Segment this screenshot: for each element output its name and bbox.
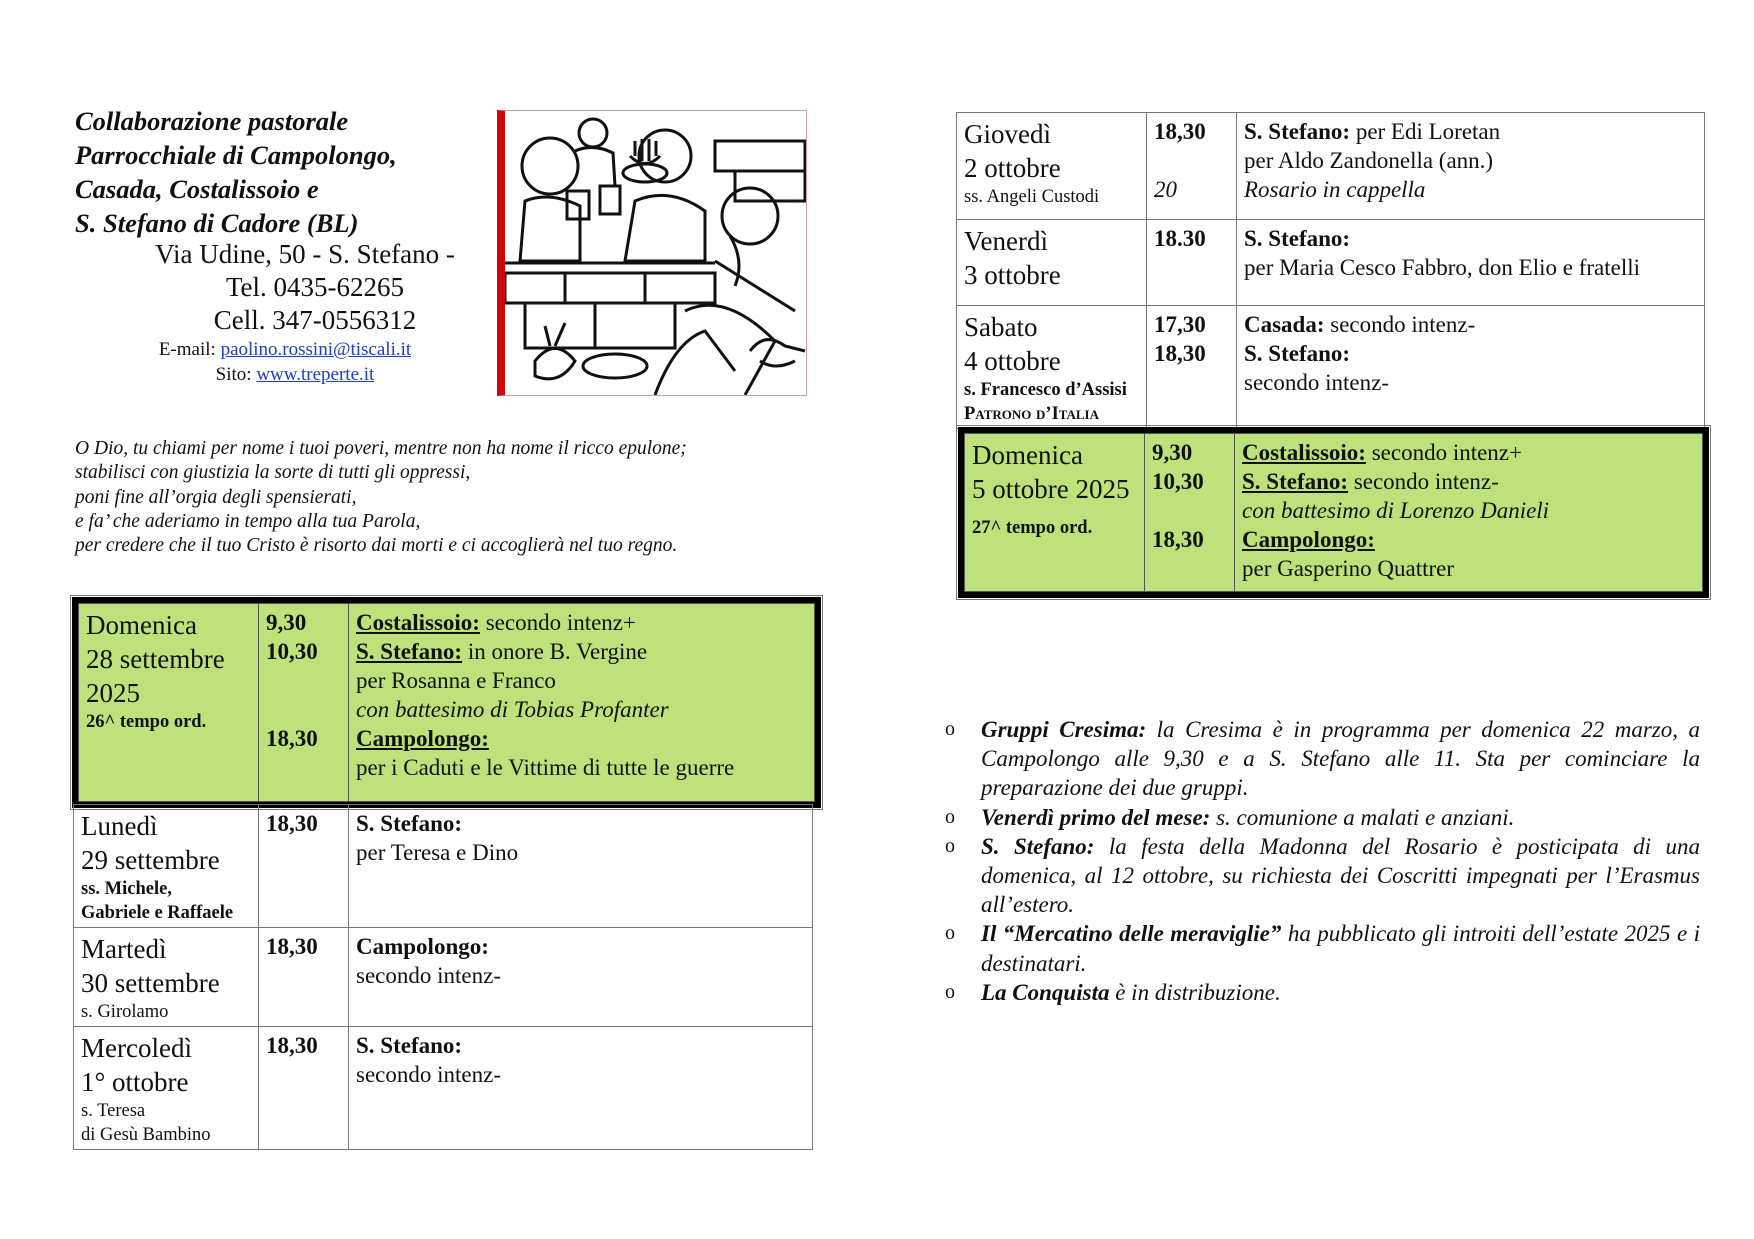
weekday-schedule-table	[73, 804, 813, 1150]
site-line	[90, 362, 480, 387]
day-name: Domenica	[86, 610, 197, 640]
intention-cell	[1237, 306, 1705, 429]
table-row	[957, 220, 1705, 306]
intention-line: per Aldo Zandonella (ann.)	[1244, 148, 1494, 173]
intention-cell	[1237, 220, 1705, 306]
intention-text: secondo intenz+	[1365, 440, 1522, 465]
feast: s. Teresa	[81, 1101, 146, 1121]
location-label: S. Stefano:	[1244, 341, 1351, 366]
sunday-28-sept-box	[72, 597, 821, 808]
intention-cell	[1237, 113, 1705, 220]
time-cell	[1145, 434, 1235, 592]
time-cell	[259, 604, 349, 802]
time-cell	[1147, 113, 1237, 220]
illustration-rich-man-and-lazarus-icon	[497, 110, 807, 396]
intention-text: per Edi Loretan	[1350, 119, 1501, 144]
list-item	[945, 919, 1700, 977]
announcement-text: la Cresima è in programma per domenica 22 marzo, a Campolongo alle 9,30 e a S. Stefano alle 11. Sta per cominciare la preparazione dei due gruppi.	[981, 717, 1700, 801]
day-name: Martedì	[81, 934, 167, 964]
table-row	[965, 434, 1703, 592]
time-cell	[259, 805, 349, 928]
sunday-schedule-table	[964, 433, 1703, 592]
mass-time: 18.30	[1154, 226, 1206, 251]
date: 29 settembre	[81, 845, 220, 875]
location-label: Campolongo:	[356, 726, 489, 751]
collect-prayer	[75, 437, 835, 558]
intention-line: per Maria Cesco Fabbro, don Elio e fratelli	[1244, 255, 1640, 280]
intention-line: per Gasperino Quattrer	[1242, 556, 1455, 581]
liturgical-week: 26^ tempo ord.	[86, 712, 207, 732]
time-cell	[259, 1027, 349, 1150]
mass-time: 18,30	[266, 1033, 318, 1058]
title-line: Casada, Costalissoio e	[75, 174, 319, 204]
bullet-icon: o	[945, 805, 955, 828]
date-cell	[965, 434, 1145, 592]
date-cell	[74, 1027, 259, 1150]
announcement-text: s. comunione a malati e anziani.	[1210, 804, 1515, 830]
intention-cell	[349, 928, 813, 1027]
date-cell	[74, 805, 259, 928]
rosary-line: Rosario in cappella	[1244, 177, 1426, 202]
mass-time: 9,30	[266, 610, 307, 635]
intention-cell	[349, 1027, 813, 1150]
prayer-line: per credere che il tuo Cristo è risorto dai morti e ci accoglierà nel tuo regno.	[75, 535, 678, 557]
intention-text: secondo intenz-	[1348, 469, 1499, 494]
sunday-5-oct-box	[958, 427, 1709, 598]
location-label: Costalissoio:	[356, 610, 480, 635]
table-row	[74, 805, 813, 928]
intention-line	[1244, 117, 1696, 146]
announcement-text: ha pubblicato gli introiti dell’estate 2025 e i destinatari.	[981, 921, 1700, 976]
list-item	[945, 978, 1700, 1007]
intention-text: secondo intenz-	[1324, 312, 1476, 337]
weekday-schedule-table-right	[956, 112, 1705, 429]
intention-line	[1242, 438, 1694, 467]
date: 4 ottobre	[964, 346, 1061, 376]
location-label: Costalissoio:	[1242, 440, 1366, 465]
mass-time: 18,30	[266, 811, 318, 836]
day-name: Venerdì	[964, 226, 1048, 256]
bullet-icon: o	[945, 980, 955, 1003]
announcement-text: è in distribuzione.	[1109, 979, 1281, 1005]
day-name: Mercoledì	[81, 1033, 192, 1063]
location-label: S. Stefano:	[1244, 119, 1351, 144]
feast: Gabriele e Raffaele	[81, 903, 234, 923]
parish-title	[75, 104, 495, 240]
location-label: S. Stefano:	[356, 639, 463, 664]
time-cell	[259, 928, 349, 1027]
date: 30 settembre	[81, 968, 220, 998]
site-link[interactable]: www.treperte.it	[256, 364, 375, 385]
title-line: S. Stefano di Cadore (BL)	[75, 208, 359, 238]
location-label: S. Stefano:	[1242, 469, 1349, 494]
mass-time: 18,30	[1154, 341, 1206, 366]
feast: Patrono d’Italia	[964, 404, 1099, 424]
mass-time: 17,30	[1154, 312, 1206, 337]
feast: s. Francesco d’Assisi	[964, 380, 1127, 400]
email-link[interactable]: paolino.rossini@tiscali.it	[220, 339, 412, 360]
announcement-title: La Conquista	[981, 979, 1110, 1005]
list-item	[945, 832, 1700, 920]
day-name: Lunedì	[81, 811, 158, 841]
date-cell	[957, 306, 1147, 429]
intention-line: secondo intenz-	[1244, 370, 1389, 395]
bullet-icon: o	[945, 922, 955, 945]
intention-line	[1242, 467, 1694, 496]
location-label: S. Stefano:	[356, 811, 463, 836]
announcement-title: Venerdì primo del mese:	[981, 804, 1211, 830]
time-cell	[1147, 306, 1237, 429]
rosary-time: 20	[1154, 177, 1177, 202]
time-cell	[1147, 220, 1237, 306]
intention-cell	[349, 805, 813, 928]
title-line: Parrocchiale di Campolongo,	[75, 140, 397, 170]
address: Via Udine, 50 - S. Stefano -	[155, 239, 455, 269]
intention-line: per Teresa e Dino	[356, 840, 519, 865]
announcement-text: la festa della Madonna del Rosario è posticipata di una domenica, al 12 ottobre, su richiesta dei Coscritti impegnati per l’Erasmus all’estero.	[981, 833, 1700, 918]
date: 3 ottobre	[964, 260, 1061, 290]
intention-line: per i Caduti e le Vittime di tutte le guerre	[356, 755, 735, 780]
bullet-icon: o	[945, 718, 955, 740]
announcement-title: Il “Mercatino delle meraviglie”	[981, 921, 1282, 947]
date-cell	[957, 113, 1147, 220]
phone: Tel. 0435-62265	[225, 272, 405, 302]
prayer-line: e fa’ che aderiamo in tempo alla tua Parola,	[75, 510, 421, 532]
title-line: Collaborazione pastorale	[75, 106, 349, 136]
illustration-drawing	[505, 111, 807, 395]
table-row	[74, 928, 813, 1027]
mass-time: 10,30	[1152, 469, 1204, 494]
feast: ss. Angeli Custodi	[964, 187, 1100, 207]
date-cell	[79, 604, 259, 802]
date-cell	[957, 220, 1147, 306]
intention-text: secondo intenz+	[479, 610, 636, 635]
day-name: Domenica	[972, 440, 1083, 470]
intention-line: secondo intenz-	[356, 963, 501, 988]
prayer-line: stabilisci con giustizia la sorte di tutti gli oppressi,	[75, 462, 471, 484]
location-label: S. Stefano:	[356, 1033, 463, 1058]
cell-phone: Cell. 347-0556312	[213, 305, 417, 335]
baptism-line: con battesimo di Lorenzo Danieli	[1242, 498, 1550, 523]
feast: di Gesù Bambino	[81, 1125, 211, 1145]
location-label: Campolongo:	[1242, 527, 1375, 552]
sunday-schedule-table	[78, 603, 815, 802]
table-row	[74, 1027, 813, 1150]
location-label: Casada:	[1244, 312, 1325, 337]
feast: s. Girolamo	[81, 1002, 169, 1022]
mass-time: 18,30	[266, 726, 318, 751]
intention-line: per Rosanna e Franco	[356, 668, 556, 693]
intention-line: secondo intenz-	[356, 1062, 501, 1087]
intention-line	[1244, 310, 1696, 339]
site-label: Sito:	[215, 364, 257, 385]
list-item	[945, 715, 1700, 803]
contact-block	[90, 238, 480, 387]
email-label: E-mail:	[158, 339, 221, 360]
baptism-line: con battesimo di Tobias Profanter	[356, 697, 669, 722]
table-row	[957, 306, 1705, 429]
announcements-list	[945, 715, 1700, 1007]
announcement-title: S. Stefano:	[981, 833, 1095, 859]
email-line	[90, 337, 480, 362]
table-row	[957, 113, 1705, 220]
mass-time: 18,30	[1154, 119, 1206, 144]
date: 28 settembre	[86, 644, 225, 674]
location-label: Campolongo:	[356, 934, 489, 959]
date: 1° ottobre	[81, 1067, 189, 1097]
table-row	[79, 604, 815, 802]
date: 5 ottobre 2025	[972, 474, 1130, 504]
intention-text: in onore B. Vergine	[462, 639, 648, 664]
intention-line	[356, 608, 806, 637]
liturgical-week: 27^ tempo ord.	[972, 518, 1093, 538]
intention-line	[1242, 525, 1694, 554]
mass-time: 9,30	[1152, 440, 1193, 465]
location-label: S. Stefano:	[1244, 226, 1351, 251]
date: 2 ottobre	[964, 153, 1061, 183]
intention-cell	[349, 604, 815, 802]
intention-cell	[1235, 434, 1703, 592]
year: 2025	[86, 678, 140, 708]
bullet-icon: o	[945, 834, 955, 857]
list-item	[945, 803, 1700, 832]
intention-line	[356, 637, 806, 666]
mass-time: 18,30	[266, 934, 318, 959]
feast: ss. Michele,	[81, 879, 172, 899]
date-cell	[74, 928, 259, 1027]
day-name: Giovedì	[964, 119, 1051, 149]
intention-line	[356, 724, 806, 753]
prayer-line: poni fine all’orgia degli spensierati,	[75, 486, 357, 508]
mass-time: 18,30	[1152, 527, 1204, 552]
prayer-line: O Dio, tu chiami per nome i tuoi poveri, mentre non ha nome il ricco epulone;	[75, 438, 687, 459]
day-name: Sabato	[964, 312, 1038, 342]
announcement-title: Gruppi Cresima:	[981, 717, 1147, 742]
mass-time: 10,30	[266, 639, 318, 664]
